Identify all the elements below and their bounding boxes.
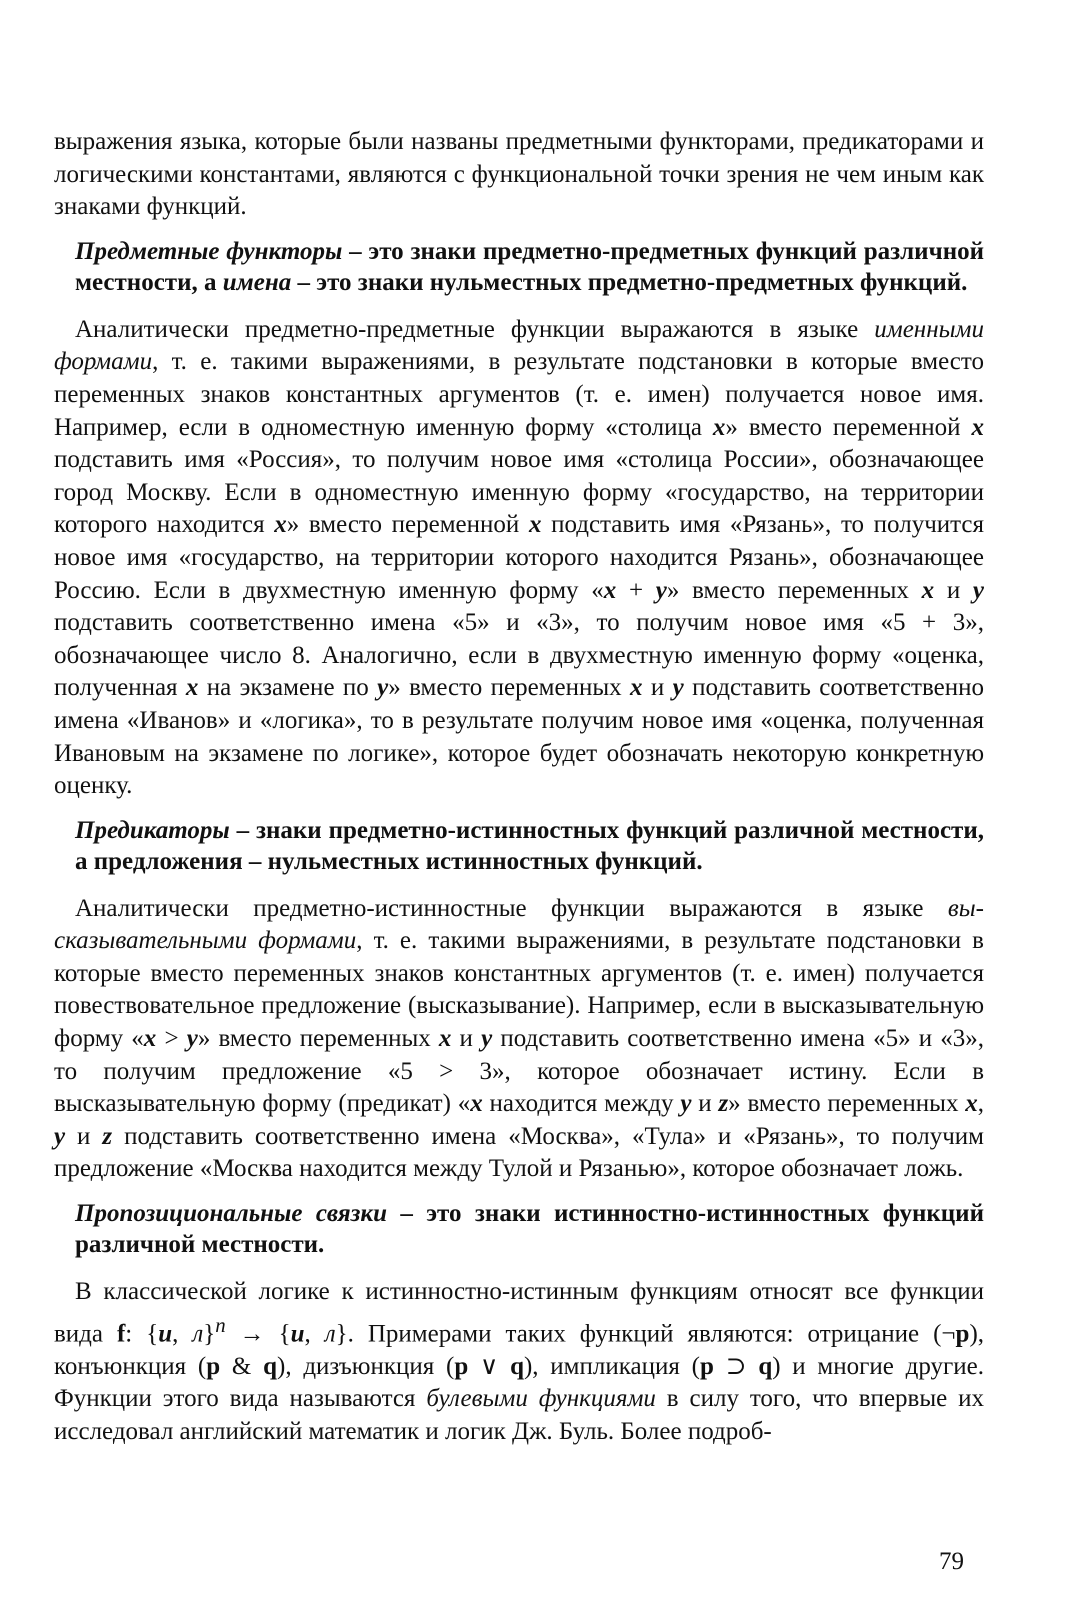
page-text-body: [54, 126, 984, 1448]
body-paragraph: Аналитически предметно-истинностные функции выражаются в языке высказывательными формами, т. е. такими выражениями, в результате подстановки в которые вместо переменных знаков константных аргументов (т. е. имен) получается повествовательное предложение (высказывание). Например, если в высказывательную форму «x > y» вместо переменных x и y подставить соответственно имена «5» и «3», то получим предложение «5 > 3», которое обозначает истину. Если в высказывательную форму (предикат) «x находится между y и z» вместо переменных x, y и z подставить соответственно имена «Москва», «Тула» и «Рязань», то получим предложение «Москва находится между Тулой и Рязанью», которое обозначает ложь.: [54, 894, 985, 1183]
definition-paragraph: Предметные функторы – это знаки предметно-предметных функций различной местности, а имена – это знаки нульместных предметно-предметных функций.: [75, 237, 984, 296]
body-paragraph: В классической логике к истинностно-истинным функциям относят все функции вида f: {и, л}$^n$ → {и, л}. Примерами таких функций являются: отрицание (¬p), конъюнкция (p & q), дизъюнкция (p ∨ q), импликация (p ⊃ q) и многие другие. Функции этого вида называются булевыми функциями в силу того, что впервые их исследовал английский математик и логик Дж. Буль. Более подроб-: [54, 1278, 985, 1445]
definition-paragraph: Предикаторы – знаки предметно-истинностных функций различной местности, а предложения – нульместных истинностных функций.: [75, 816, 984, 875]
body-paragraph: выражения языка, которые были названы предметными функторами, предикаторами и логическими константами, являются с функциональной точки зрения не чем иным как знаками функций.: [54, 128, 984, 221]
page-number: 79: [939, 1548, 964, 1575]
body-paragraph: Аналитически предметно-предметные функции выражаются в языке именными формами, т. е. такими выражениями, в результате подстановки в которые вместо переменных знаков константных аргументов (т. е. имен) получается новое имя. Например, если в одноместную именную форму «столица x» вместо переменной x подставить имя «Россия», то получим новое имя «столица России», обозначающее город Москву. Если в одноместную именную форму «государство, на территории которого находится x» вместо переменной x подставить имя «Рязань», то получится новое имя «государство, на территории которого находится Рязань», обозначающее Россию. Если в двухместную именную форму «x + y» вместо переменных x и y подставить соответственно имена «5» и «3», то получим новое имя «5 + 3», обозначающее число 8. Аналогично, если в двухместную именную форму «оценка, полученная x на экзамене по y» вместо переменных x и y подставить соответственно имена «Иванов» и «логика», то в результате получим новое имя «оценка, полученная Ивановым на экзамене по логике», которое будет обозначать некоторую конкретную оценку.: [54, 315, 985, 800]
definition-paragraph: Пропозициональные связки – это знаки истинностно-истинностных функций различной местности.: [75, 1200, 984, 1259]
